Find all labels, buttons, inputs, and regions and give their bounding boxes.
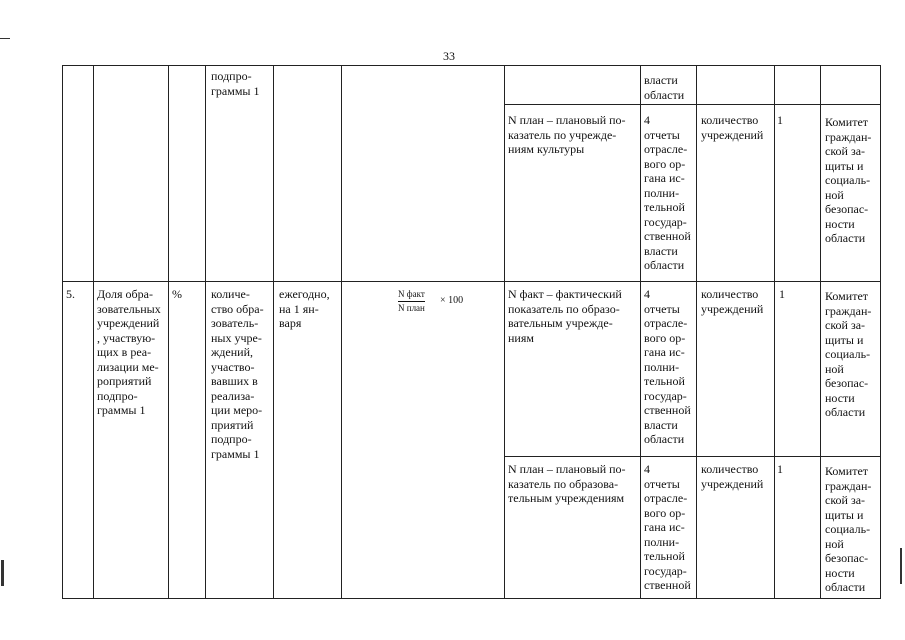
scan-artifact-left-bottom bbox=[1, 560, 4, 586]
cell-source: 4 отчеты отрасле- вого ор- гана ис- полни- тельной государ- ственной власти области bbox=[644, 287, 691, 446]
formula-multiplier: × 100 bbox=[440, 295, 464, 306]
formula-denominator: N план bbox=[398, 303, 425, 313]
cell-source: 4 отчеты отрасле- вого ор- гана ис- полни- тельной государ- ственной власти области bbox=[644, 113, 691, 272]
cell-source: власти области bbox=[644, 73, 685, 102]
table-rule-col-0 bbox=[62, 65, 63, 599]
table-rule-right-sub-1 bbox=[504, 104, 880, 105]
cell-value: 1 bbox=[779, 287, 785, 301]
calculation-formula bbox=[398, 289, 464, 314]
cell-indicator-description: N факт – фактический показатель по образо- вательным учрежде- ниям bbox=[508, 287, 622, 345]
table-rule-col-10 bbox=[820, 65, 821, 599]
table-rule-col-9 bbox=[774, 65, 775, 599]
cell-indicator-name: Доля обра- зовательных учреждений , участвую- щих в реа- лизации ме- роприятий подпро- граммы 1 bbox=[97, 287, 161, 417]
cell-unit: % bbox=[172, 287, 182, 301]
cell-definition: количе- ство обра- зователь- ных учре- ждений, участво- вавших в реализа- ции меро- приятий подпро- граммы 1 bbox=[211, 287, 264, 461]
cell-responsible: Комитет граждан- ской за- щиты и социаль- ной безопас- ности области bbox=[825, 115, 872, 245]
cell-responsible: Комитет граждан- ской за- щиты и социаль- ной безопас- ности области bbox=[825, 464, 872, 594]
table-rule-row-5-top bbox=[62, 281, 880, 282]
table-rule-col-4 bbox=[273, 65, 274, 599]
cell-period: ежегодно, на 1 ян- варя bbox=[279, 287, 330, 330]
table-rule-col-3 bbox=[205, 65, 206, 599]
table-rule-col-1 bbox=[93, 65, 94, 599]
cell-accounting-unit: количество учреждений bbox=[701, 462, 764, 491]
scan-artifact-left-top bbox=[0, 38, 10, 39]
cell-indicator-description: N план – плановый по- казатель по образова- тельным учреждениям bbox=[508, 462, 626, 505]
cell-accounting-unit: количество учреждений bbox=[701, 287, 764, 316]
cell-responsible: Комитет граждан- ской за- щиты и социаль- ной безопас- ности области bbox=[825, 289, 872, 419]
table-rule-right-sub-2 bbox=[504, 456, 880, 457]
table-rule-bottom bbox=[62, 598, 880, 599]
formula-fraction-bar bbox=[398, 301, 425, 302]
table-rule-col-2 bbox=[168, 65, 169, 599]
table-rule-col-5 bbox=[341, 65, 342, 599]
page-number: 33 bbox=[443, 49, 455, 63]
table-rule-col-6 bbox=[504, 65, 505, 599]
cell-definition: подпро- граммы 1 bbox=[211, 69, 260, 98]
formula-numerator: N факт bbox=[398, 289, 425, 299]
scan-artifact-right-bottom bbox=[900, 548, 902, 584]
table-rule-top bbox=[62, 65, 880, 66]
table-rule-col-8 bbox=[696, 65, 697, 599]
cell-accounting-unit: количество учреждений bbox=[701, 113, 764, 142]
table-rule-col-7 bbox=[640, 65, 641, 599]
cell-number: 5. bbox=[66, 287, 75, 301]
cell-value: 1 bbox=[777, 462, 783, 476]
table-rule-col-11 bbox=[880, 65, 881, 599]
cell-source: 4 отчеты отрасле- вого ор- гана ис- полни- тельной государ- ственной bbox=[644, 462, 691, 592]
cell-value: 1 bbox=[777, 113, 783, 127]
cell-indicator-description: N план – плановый по- казатель по учрежде- ниям культуры bbox=[508, 113, 626, 156]
